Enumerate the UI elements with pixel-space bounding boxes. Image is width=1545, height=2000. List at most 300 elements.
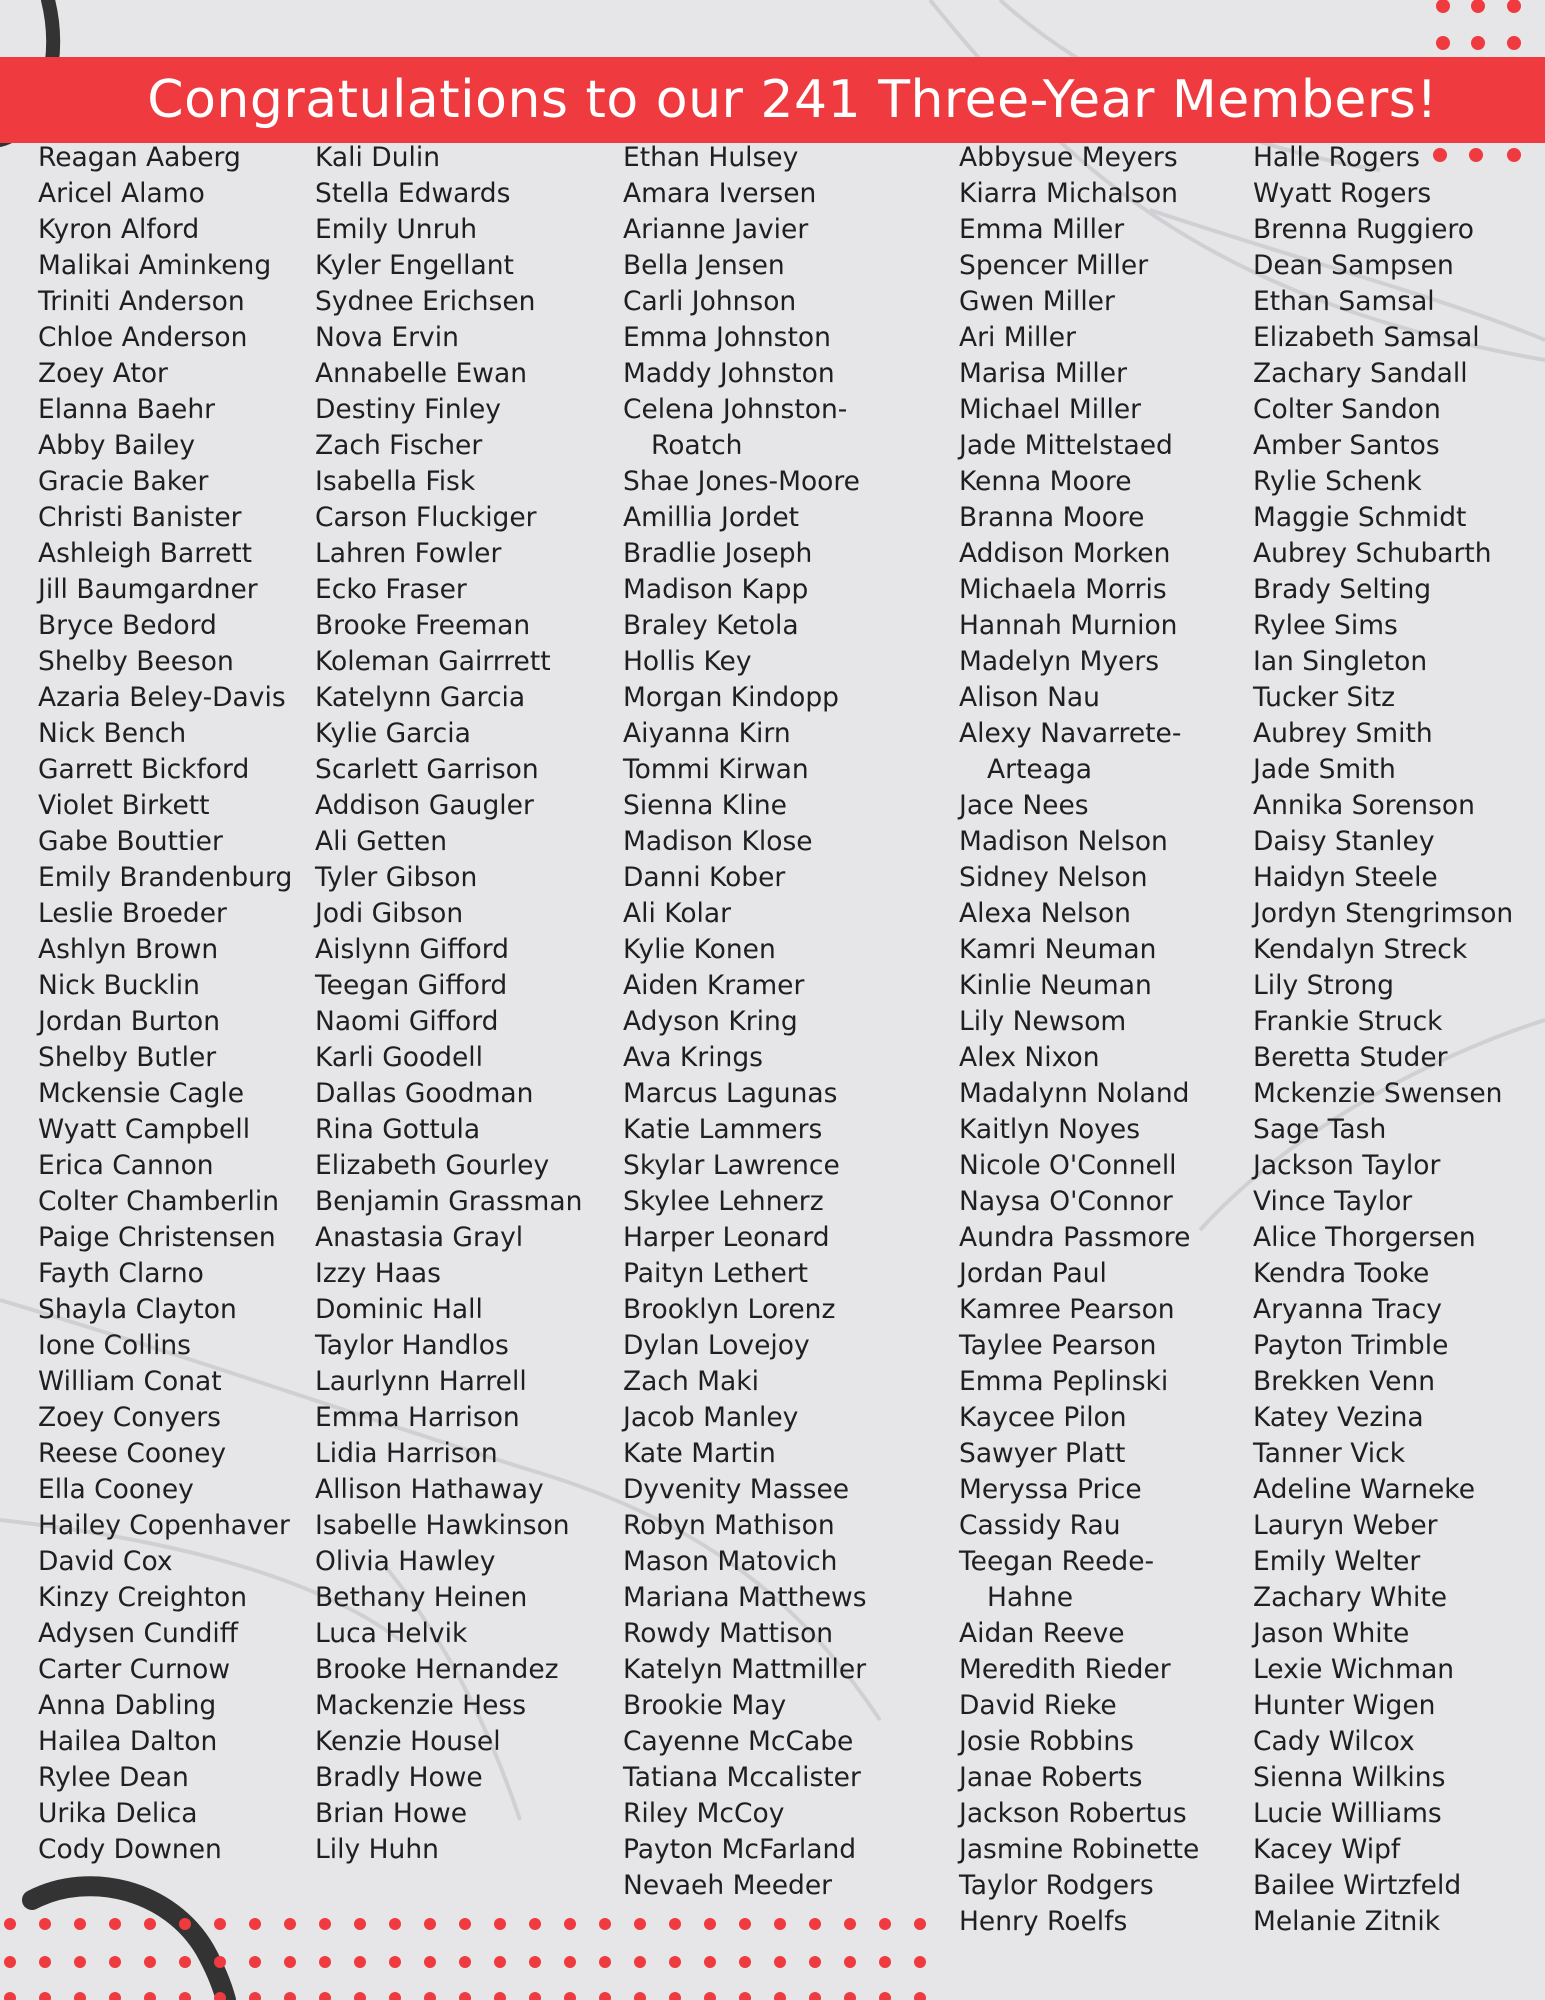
- member-name: Hailea Dalton: [38, 1726, 218, 1757]
- decor-dot: [319, 1956, 331, 1968]
- member-name: Jackson Robertus: [959, 1798, 1187, 1829]
- member-name: Scarlett Garrison: [315, 754, 539, 785]
- member-name: Morgan Kindopp: [623, 682, 839, 713]
- member-name: Michaela Morris: [959, 574, 1167, 605]
- member-name: Amber Santos: [1253, 430, 1440, 461]
- member-name: Lexie Wichman: [1253, 1654, 1455, 1685]
- decor-dot: [599, 1956, 611, 1968]
- member-name: William Conat: [38, 1366, 222, 1397]
- member-name: Emily Unruh: [315, 214, 478, 245]
- decor-dot: [109, 1992, 121, 2000]
- member-name: Paige Christensen: [38, 1222, 276, 1253]
- member-name: Teegan Reede-: [959, 1546, 1155, 1577]
- member-name: Celena Johnston-: [623, 394, 848, 425]
- decor-dot: [739, 1992, 751, 2000]
- decor-dot: [844, 1918, 856, 1930]
- member-name: Bailee Wirtzfeld: [1253, 1870, 1462, 1901]
- member-name: Aiden Kramer: [623, 970, 805, 1001]
- member-name: Fayth Clarno: [38, 1258, 204, 1289]
- member-name: Katelynn Garcia: [315, 682, 526, 713]
- member-name: Adeline Warneke: [1253, 1474, 1476, 1505]
- member-name: Nicole O'Connell: [959, 1150, 1177, 1181]
- member-name: Aundra Passmore: [959, 1222, 1191, 1253]
- member-name: Harper Leonard: [623, 1222, 830, 1253]
- decor-dot: [669, 1992, 681, 2000]
- member-name: Skylee Lehnerz: [623, 1186, 824, 1217]
- member-name: Madison Klose: [623, 826, 813, 857]
- member-name: Bryce Bedord: [38, 610, 217, 641]
- member-name: Aricel Alamo: [38, 178, 205, 209]
- member-name: Hannah Murnion: [959, 610, 1178, 641]
- member-name: Elanna Baehr: [38, 394, 216, 425]
- member-name: Daisy Stanley: [1253, 826, 1435, 857]
- member-name: Bethany Heinen: [315, 1582, 528, 1613]
- member-name: Ethan Samsal: [1253, 286, 1435, 317]
- member-name: Dallas Goodman: [315, 1078, 534, 1109]
- member-name: Tyler Gibson: [315, 862, 478, 893]
- member-name: Arianne Javier: [623, 214, 809, 245]
- member-name: Jasmine Robinette: [959, 1834, 1200, 1865]
- member-name: Rylie Schenk: [1253, 466, 1422, 497]
- decor-dot: [1471, 0, 1485, 13]
- member-name: Meryssa Price: [959, 1474, 1142, 1505]
- decor-dot: [109, 1918, 121, 1930]
- decor-dot: [1507, 0, 1521, 13]
- decor-dot: [39, 1992, 51, 2000]
- member-name: Allison Hathaway: [315, 1474, 544, 1505]
- member-name: Olivia Hawley: [315, 1546, 496, 1577]
- member-name: Ali Kolar: [623, 898, 732, 929]
- member-name: Brookie May: [623, 1690, 787, 1721]
- decor-dot: [459, 1956, 471, 1968]
- member-name: Bradlie Joseph: [623, 538, 813, 569]
- member-name: Isabelle Hawkinson: [315, 1510, 570, 1541]
- decor-dot: [459, 1992, 471, 2000]
- member-name: Lauryn Weber: [1253, 1510, 1438, 1541]
- decor-dot: [4, 1918, 16, 1930]
- member-name: Naomi Gifford: [315, 1006, 499, 1037]
- decor-dot: [914, 1992, 926, 2000]
- member-name: Wyatt Rogers: [1253, 178, 1432, 209]
- member-name: David Rieke: [959, 1690, 1117, 1721]
- member-name: Adyson Kring: [623, 1006, 798, 1037]
- member-name: Benjamin Grassman: [315, 1186, 583, 1217]
- decor-dot: [319, 1992, 331, 2000]
- member-name: Christi Banister: [38, 502, 242, 533]
- member-name: Violet Birkett: [38, 790, 210, 821]
- member-name: Rina Gottula: [315, 1114, 481, 1145]
- member-name: Taylor Rodgers: [959, 1870, 1154, 1901]
- decor-dot: [914, 1956, 926, 1968]
- decor-dot: [354, 1992, 366, 2000]
- decor-dot: [424, 1918, 436, 1930]
- decor-dot: [494, 1956, 506, 1968]
- member-name: Destiny Finley: [315, 394, 501, 425]
- decor-dot: [494, 1992, 506, 2000]
- member-name: Spencer Miller: [959, 250, 1149, 281]
- member-name: Brooke Freeman: [315, 610, 531, 641]
- member-name: Erica Cannon: [38, 1150, 214, 1181]
- member-name: Marisa Miller: [959, 358, 1127, 389]
- member-name: Alex Nixon: [959, 1042, 1100, 1073]
- decor-dot: [564, 1918, 576, 1930]
- member-name: Amara Iversen: [623, 178, 817, 209]
- member-name: Jodi Gibson: [315, 898, 464, 929]
- member-name: Kendalyn Streck: [1253, 934, 1468, 965]
- decor-dot: [249, 1918, 261, 1930]
- name-column-1: [38, 140, 292, 1868]
- decor-dot: [249, 1956, 261, 1968]
- member-name: Hollis Key: [623, 646, 752, 677]
- member-name: Gwen Miller: [959, 286, 1115, 317]
- member-name: Halle Rogers: [1253, 142, 1420, 173]
- member-name: Abby Bailey: [38, 430, 196, 461]
- member-name: Aubrey Smith: [1253, 718, 1433, 749]
- decor-dot: [669, 1956, 681, 1968]
- member-name: Ione Collins: [38, 1330, 191, 1361]
- member-name: Ashlyn Brown: [38, 934, 219, 965]
- member-name: Madison Kapp: [623, 574, 809, 605]
- member-name: Addison Morken: [959, 538, 1171, 569]
- member-name: Lily Newsom: [959, 1006, 1127, 1037]
- decor-dot: [74, 1918, 86, 1930]
- member-name: Reese Cooney: [38, 1438, 227, 1469]
- member-name: Reagan Aaberg: [38, 142, 241, 173]
- member-name: Jordyn Stengrimson: [1253, 898, 1514, 929]
- decor-dot: [634, 1918, 646, 1930]
- decor-dot: [319, 1918, 331, 1930]
- member-name: Zachary White: [1253, 1582, 1448, 1613]
- member-name: Kylie Konen: [623, 934, 776, 965]
- member-name: Leslie Broeder: [38, 898, 227, 929]
- member-name: Abbysue Meyers: [959, 142, 1178, 173]
- decor-dot: [1436, 0, 1450, 13]
- member-name: Haidyn Steele: [1253, 862, 1438, 893]
- member-name: Luca Helvik: [315, 1618, 468, 1649]
- member-name: Taylor Handlos: [315, 1330, 509, 1361]
- member-name: Wyatt Campbell: [38, 1114, 251, 1145]
- decor-dot: [704, 1956, 716, 1968]
- member-name: Zoey Ator: [38, 358, 168, 389]
- member-name: Sidney Nelson: [959, 862, 1148, 893]
- decor-dot: [214, 1992, 226, 2000]
- member-name: Dominic Hall: [315, 1294, 483, 1325]
- member-name: Cayenne McCabe: [623, 1726, 854, 1757]
- decor-dot-grid: [4, 1918, 926, 2000]
- member-name: Robyn Mathison: [623, 1510, 835, 1541]
- decor-dot: [634, 1992, 646, 2000]
- member-name: Emily Welter: [1253, 1546, 1421, 1577]
- member-name: Ian Singleton: [1253, 646, 1428, 677]
- member-name: Mackenzie Hess: [315, 1690, 527, 1721]
- member-name: Ali Getten: [315, 826, 447, 857]
- member-name: Maddy Johnston: [623, 358, 835, 389]
- member-name: Cassidy Rau: [959, 1510, 1121, 1541]
- decor-dot: [669, 1918, 681, 1930]
- member-name: Sienna Wilkins: [1253, 1762, 1446, 1793]
- member-name: Addison Gaugler: [315, 790, 534, 821]
- member-name: Kyler Engellant: [315, 250, 514, 281]
- decor-dot: [704, 1918, 716, 1930]
- decor-dot: [1436, 36, 1450, 50]
- member-name: Kendra Tooke: [1253, 1258, 1430, 1289]
- decor-dot: [4, 1956, 16, 1968]
- member-name: Katey Vezina: [1253, 1402, 1424, 1433]
- decor-dot: [144, 1918, 156, 1930]
- member-name: Brenna Ruggiero: [1253, 214, 1474, 245]
- decor-dot: [1507, 36, 1521, 50]
- member-name: Alexy Navarrete-: [959, 718, 1182, 749]
- member-name: Emma Harrison: [315, 1402, 520, 1433]
- member-name: Kinlie Neuman: [959, 970, 1152, 1001]
- member-name: Urika Delica: [38, 1798, 198, 1829]
- member-name: Koleman Gairrrett: [315, 646, 551, 677]
- member-name: Jill Baumgardner: [38, 574, 258, 605]
- member-name: Kylie Garcia: [315, 718, 471, 749]
- member-name: Mariana Matthews: [623, 1582, 867, 1613]
- member-name: Aidan Reeve: [959, 1618, 1125, 1649]
- member-name: Emma Johnston: [623, 322, 831, 353]
- decor-dot: [109, 1956, 121, 1968]
- decor-dot: [354, 1956, 366, 1968]
- decor-dot: [4, 1992, 16, 2000]
- decor-dot: [844, 1956, 856, 1968]
- decor-dot: [179, 1992, 191, 2000]
- member-name: Janae Roberts: [959, 1762, 1143, 1793]
- member-name: Sawyer Platt: [959, 1438, 1126, 1469]
- member-name: Ari Miller: [959, 322, 1076, 353]
- member-name: Henry Roelfs: [959, 1906, 1128, 1937]
- member-name: Emily Brandenburg: [38, 862, 293, 893]
- member-name: Nevaeh Meeder: [623, 1870, 833, 1901]
- member-name: Riley McCoy: [623, 1798, 785, 1829]
- member-name: Lily Strong: [1253, 970, 1394, 1001]
- member-name: Aryanna Tracy: [1253, 1294, 1442, 1325]
- member-name: Ethan Hulsey: [623, 142, 799, 173]
- member-name: Hunter Wigen: [1253, 1690, 1436, 1721]
- decor-dot: [179, 1918, 191, 1930]
- member-name: Kamri Neuman: [959, 934, 1157, 965]
- member-name: Hahne: [987, 1582, 1074, 1613]
- member-name: Alexa Nelson: [959, 898, 1131, 929]
- decor-dot: [844, 1992, 856, 2000]
- member-name: Mckenzie Swensen: [1253, 1078, 1503, 1109]
- member-name: Shelby Beeson: [38, 646, 234, 677]
- member-name: Cody Downen: [38, 1834, 222, 1865]
- member-name: Katie Lammers: [623, 1114, 823, 1145]
- member-name: Josie Robbins: [959, 1726, 1134, 1757]
- member-name: Kacey Wipf: [1253, 1834, 1401, 1865]
- member-name: Lahren Fowler: [315, 538, 502, 569]
- member-name: Rowdy Mattison: [623, 1618, 834, 1649]
- member-name: Hailey Copenhaver: [38, 1510, 290, 1541]
- member-name: Zach Fischer: [315, 430, 483, 461]
- name-column-5: [1253, 140, 1513, 1940]
- decor-dot: [39, 1918, 51, 1930]
- member-name: Rylee Sims: [1253, 610, 1398, 641]
- member-name: Kenna Moore: [959, 466, 1132, 497]
- name-column-2: [315, 140, 582, 1868]
- member-name: Dylan Lovejoy: [623, 1330, 810, 1361]
- decor-dot: [739, 1918, 751, 1930]
- decor-black-arc-bottom: [32, 1886, 226, 2000]
- member-name: Kiarra Michalson: [959, 178, 1178, 209]
- member-name: Jason White: [1253, 1618, 1410, 1649]
- member-name: Emma Miller: [959, 214, 1125, 245]
- member-name: Anastasia Grayl: [315, 1222, 524, 1253]
- decor-dot: [74, 1956, 86, 1968]
- member-name: Paityn Lethert: [623, 1258, 809, 1289]
- decor-dot: [879, 1992, 891, 2000]
- member-name: Adysen Cundiff: [38, 1618, 239, 1649]
- member-name: Madison Nelson: [959, 826, 1168, 857]
- member-name: Laurlynn Harrell: [315, 1366, 527, 1397]
- decor-dot: [389, 1992, 401, 2000]
- member-name: Azaria Beley-Davis: [38, 682, 286, 713]
- member-name: Anna Dabling: [38, 1690, 217, 1721]
- decor-dot: [179, 1956, 191, 1968]
- member-name: Katelyn Mattmiller: [623, 1654, 867, 1685]
- member-name: Jade Mittelstaed: [959, 430, 1173, 461]
- decor-dot: [39, 1956, 51, 1968]
- member-name: Aubrey Schubarth: [1253, 538, 1492, 569]
- member-name: Jordan Burton: [38, 1006, 221, 1037]
- decor-dot: [74, 1992, 86, 2000]
- decor-dot: [564, 1956, 576, 1968]
- decor-dot: [879, 1956, 891, 1968]
- member-name: Nova Ervin: [315, 322, 459, 353]
- member-name: Frankie Struck: [1253, 1006, 1443, 1037]
- member-name: Brian Howe: [315, 1798, 468, 1829]
- member-name: Ecko Fraser: [315, 574, 467, 605]
- member-name: Teegan Gifford: [315, 970, 508, 1001]
- member-name: Dyvenity Massee: [623, 1474, 850, 1505]
- member-name: Karli Goodell: [315, 1042, 484, 1073]
- member-name: Amillia Jordet: [623, 502, 800, 533]
- member-name: Izzy Haas: [315, 1258, 441, 1289]
- member-name: Shelby Butler: [38, 1042, 217, 1073]
- decor-dot: [529, 1956, 541, 1968]
- decor-dot: [879, 1918, 891, 1930]
- member-name: Payton Trimble: [1253, 1330, 1449, 1361]
- member-name: Brady Selting: [1253, 574, 1432, 605]
- member-name: Ashleigh Barrett: [38, 538, 253, 569]
- member-name: Zoey Conyers: [38, 1402, 221, 1433]
- member-name: Marcus Lagunas: [623, 1078, 838, 1109]
- member-name: David Cox: [38, 1546, 173, 1577]
- decor-dot: [389, 1918, 401, 1930]
- decor-dot: [704, 1992, 716, 2000]
- member-name: Stella Edwards: [315, 178, 511, 209]
- decor-dot: [144, 1956, 156, 1968]
- decor-dot: [459, 1918, 471, 1930]
- member-name: Jacob Manley: [623, 1402, 799, 1433]
- member-name: Kali Dulin: [315, 142, 441, 173]
- decor-dot: [389, 1956, 401, 1968]
- decor-dot: [354, 1918, 366, 1930]
- member-name: Emma Peplinski: [959, 1366, 1169, 1397]
- member-name: Nick Bucklin: [38, 970, 200, 1001]
- member-name: Carli Johnson: [623, 286, 797, 317]
- member-name: Ella Cooney: [38, 1474, 194, 1505]
- member-name: Lily Huhn: [315, 1834, 439, 1865]
- member-name: Brekken Venn: [1253, 1366, 1436, 1397]
- member-name: Melanie Zitnik: [1253, 1906, 1441, 1937]
- decor-dot: [529, 1918, 541, 1930]
- member-name: Branna Moore: [959, 502, 1145, 533]
- member-name: Annika Sorenson: [1253, 790, 1475, 821]
- member-name: Colter Chamberlin: [38, 1186, 279, 1217]
- member-name: Shayla Clayton: [38, 1294, 237, 1325]
- member-name: Malikai Aminkeng: [38, 250, 272, 281]
- name-column-4: [959, 140, 1199, 1940]
- member-name: Bella Jensen: [623, 250, 785, 281]
- decor-dot: [1471, 36, 1485, 50]
- member-name: Skylar Lawrence: [623, 1150, 840, 1181]
- member-name: Payton McFarland: [623, 1834, 857, 1865]
- member-name: Michael Miller: [959, 394, 1142, 425]
- decor-dot: [144, 1992, 156, 2000]
- decor-dot: [914, 1918, 926, 1930]
- member-name: Aislynn Gifford: [315, 934, 509, 965]
- member-name: Kyron Alford: [38, 214, 200, 245]
- decor-dot: [214, 1956, 226, 1968]
- member-name: Bradly Howe: [315, 1762, 483, 1793]
- member-name: Isabella Fisk: [315, 466, 476, 497]
- member-name: Annabelle Ewan: [315, 358, 527, 389]
- member-name: Aiyanna Kirn: [623, 718, 791, 749]
- member-name: Mason Matovich: [623, 1546, 838, 1577]
- member-name: Vince Taylor: [1253, 1186, 1413, 1217]
- member-name: Jackson Taylor: [1253, 1150, 1441, 1181]
- member-name: Nick Bench: [38, 718, 187, 749]
- member-name: Tanner Vick: [1253, 1438, 1406, 1469]
- member-name: Mckensie Cagle: [38, 1078, 245, 1109]
- member-name: Kenzie Housel: [315, 1726, 501, 1757]
- decor-dot: [809, 1956, 821, 1968]
- member-name: Tatiana Mccalister: [623, 1762, 861, 1793]
- member-name: Sydnee Erichsen: [315, 286, 536, 317]
- member-name: Maggie Schmidt: [1253, 502, 1467, 533]
- decor-dot: [284, 1918, 296, 1930]
- member-name: Dean Sampsen: [1253, 250, 1454, 281]
- name-column-3: [623, 140, 867, 1904]
- member-name: Sienna Kline: [623, 790, 787, 821]
- decor-dot: [774, 1992, 786, 2000]
- member-name: Jordan Paul: [959, 1258, 1107, 1289]
- decor-dot: [599, 1992, 611, 2000]
- decor-dot: [284, 1956, 296, 1968]
- member-name: Zach Maki: [623, 1366, 759, 1397]
- decor-dot: [214, 1918, 226, 1930]
- decor-dot: [529, 1992, 541, 2000]
- member-name: Elizabeth Gourley: [315, 1150, 550, 1181]
- decor-dot: [774, 1956, 786, 1968]
- member-name: Jade Smith: [1253, 754, 1396, 785]
- member-name: Kaycee Pilon: [959, 1402, 1127, 1433]
- member-name: Lucie Williams: [1253, 1798, 1442, 1829]
- member-name: Tucker Sitz: [1253, 682, 1396, 713]
- member-name: Sage Tash: [1253, 1114, 1387, 1145]
- member-name: Chloe Anderson: [38, 322, 248, 353]
- member-name: Carson Fluckiger: [315, 502, 537, 533]
- member-name: Kate Martin: [623, 1438, 776, 1469]
- member-name: Gracie Baker: [38, 466, 209, 497]
- member-name: Rylee Dean: [38, 1762, 189, 1793]
- member-name: Gabe Bouttier: [38, 826, 223, 857]
- member-name: Beretta Studer: [1253, 1042, 1448, 1073]
- member-name: Danni Kober: [623, 862, 786, 893]
